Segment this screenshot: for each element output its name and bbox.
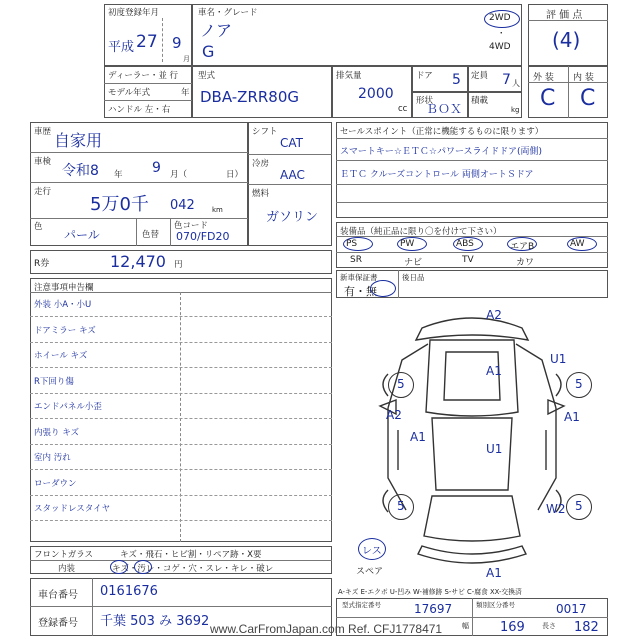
note-row-divider (30, 495, 332, 496)
model-year-unit: 年 (181, 88, 190, 98)
spare-label: スペア (356, 567, 384, 577)
car-name-label: 車名・グレード (198, 8, 258, 18)
ac-value: AAC (280, 168, 305, 182)
tire-front-right-value: 5 (575, 377, 583, 391)
damage-mark-right-rear: W2 (546, 502, 566, 516)
recycle-label: R券 (34, 259, 50, 269)
mileage-label: 走行 (34, 187, 52, 197)
inspection-era: 令和8 (62, 163, 99, 179)
note-item: エンドパネル小歪 (34, 402, 102, 412)
era-value: 平成 (108, 40, 135, 55)
width-value: 169 (500, 620, 525, 635)
yen-unit: 円 (174, 260, 183, 270)
damage-mark-hood: A1 (486, 364, 502, 378)
equipment-item2-2: TV (462, 255, 474, 265)
note-item: 室内 汚れ (34, 453, 71, 463)
ac-label: 冷房 (252, 159, 270, 169)
watermark: www.CarFromJapan.com Ref. CFJ1778471 (210, 622, 443, 636)
first-registration-label: 初度登録年月 (108, 8, 160, 18)
equipment-item-1: PW (400, 239, 415, 249)
width-label: 幅 (462, 622, 469, 630)
inspection-label: 車検 (34, 157, 52, 167)
exterior-grade: C (540, 86, 556, 111)
note-item: R下回り傷 (34, 376, 74, 387)
damage-mark-right-door: A1 (564, 410, 580, 424)
equipment-item2-1: ナビ (404, 258, 423, 268)
after-item-label: 後日品 (402, 273, 425, 282)
first-reg-year: 27 (136, 32, 158, 52)
shape-value: ＢＯＸ (426, 102, 463, 116)
type-label: 型式 (198, 71, 216, 81)
length-label: 長さ (542, 622, 556, 630)
classification-label: 類別区分番号 (476, 601, 515, 609)
inspection-year-mark: 年 (114, 170, 123, 180)
inspection-month: 9 (152, 160, 161, 176)
tire-front-left-value: 5 (397, 377, 405, 391)
chassis-label: 車台番号 (38, 590, 78, 601)
model-code: DBA-ZRR80G (200, 88, 300, 106)
shift-label: シフト (252, 127, 278, 137)
note-row-divider (30, 316, 332, 317)
damage-mark-left-front-door: A2 (386, 408, 402, 422)
drive-2wd: 2WD (489, 13, 511, 23)
inspection-month-mark: 月（ (170, 170, 188, 180)
sales-line-1: スマートキー☆ＥＴＣ☆パワースライドドア(両側) (340, 147, 542, 157)
sales-point-title: セールスポイント（正常に機能するものに限ります） (340, 127, 544, 137)
note-row-divider (30, 393, 332, 394)
color-label: 色 (34, 222, 43, 232)
recycle-amount: 12,470 (110, 252, 166, 271)
interior-scratch-circle (110, 560, 128, 574)
interior-stain-circle (134, 560, 152, 574)
plate-number: 千葉 503 み 3692 (100, 614, 210, 629)
interior-row-label: 内装 (58, 564, 76, 574)
equipment-item-2: ABS (456, 239, 474, 249)
model-designation-label: 型式指定番号 (342, 601, 381, 609)
inspection-day-mark: 日） (226, 170, 244, 180)
interior-grade: C (580, 86, 596, 111)
shape-label: 形状 (416, 96, 434, 106)
history-label: 車歴 (34, 127, 52, 137)
tire-rear-right-value: 5 (575, 499, 583, 513)
equipment-item-4: AW (570, 239, 585, 249)
door-label: ドア (416, 71, 433, 81)
damage-mark-left-rear-door: A1 (410, 430, 426, 444)
capacity-label: 定員 (471, 71, 489, 81)
cc-unit: cc (398, 104, 408, 114)
warranty-label: 新車保証書 (340, 273, 378, 282)
damage-mark-front-bumper: A2 (486, 308, 502, 322)
damage-mark-roof: U1 (486, 442, 503, 456)
damage-mark-rear-bumper: A1 (486, 566, 502, 580)
windshield-values: キズ・飛石・ヒビ割・リペア跡・X要 (120, 550, 262, 560)
handle-label: ハンドル 左・右 (108, 105, 171, 115)
interior-label: 内 装 (573, 73, 594, 83)
windshield-label: フロントガラス (34, 550, 93, 560)
note-row-divider (30, 469, 332, 470)
spare-mark: レス (362, 546, 382, 557)
fuel-label: 燃料 (252, 189, 270, 199)
plate-label: 登録番号 (38, 618, 78, 629)
model-designation-number: 17697 (414, 602, 453, 616)
door-count: 5 (452, 72, 461, 88)
color-sign-label: 色替 (142, 230, 160, 240)
score-label: 評 価 点 (546, 10, 583, 21)
equipment-item-0: PS (346, 239, 358, 249)
displacement-label: 排気量 (336, 71, 362, 81)
note-item: ローダウン (34, 478, 77, 489)
mileage-main: 5万0千 (90, 194, 149, 215)
warranty-value: 有・無 (344, 285, 377, 298)
interior-row-values: キズ・汚レ・コゲ・穴・スレ・キレ・破レ (112, 564, 274, 574)
note-row-divider (30, 367, 332, 368)
score-value: (4) (552, 28, 581, 52)
mileage-sub: 042 (170, 198, 195, 213)
sales-line-2: ＥＴＣ クルーズコントロール 両側オートＳドア (340, 170, 534, 180)
note-row-divider (30, 418, 332, 419)
displacement-value: 2000 (358, 86, 394, 102)
damage-mark-right-front: U1 (550, 352, 567, 366)
equipment-item2-3: カワ (516, 258, 535, 268)
note-row-divider (30, 444, 332, 445)
history-value: 自家用 (54, 131, 103, 150)
fuel-value: ガソリン (266, 210, 319, 225)
grade: G (202, 42, 215, 61)
equipment-item-3: エアB (510, 242, 535, 252)
note-item: ドアミラー キズ (34, 325, 96, 336)
note-item: 外装 小A・小U (34, 300, 92, 310)
drive-4wd: 4WD (489, 42, 511, 52)
exterior-label: 外 装 (533, 73, 554, 83)
equipment-item2-0: SR (350, 255, 362, 265)
load-label: 積載 (471, 96, 489, 106)
notes-title: 注意事項申告欄 (34, 283, 94, 293)
color-value: パール (64, 228, 100, 242)
shift-value: CAT (280, 136, 303, 150)
length-value: 182 (574, 620, 599, 635)
color-code-label: 色コード (174, 221, 209, 231)
warranty-circle (370, 280, 396, 297)
tire-rear-left-value: 5 (397, 499, 405, 513)
damage-legend: A-キズ E-エクボ U-凹み W-補修跡 S-サビ C-腐食 XX-交換済 (338, 588, 522, 596)
note-row-divider (30, 342, 332, 343)
car-name: ノア (200, 21, 233, 40)
note-item: ホイール キズ (34, 351, 88, 361)
dealer-label: ディーラー・並 行 (108, 71, 179, 81)
drive-dot: ・ (497, 29, 506, 39)
classification-number: 0017 (556, 602, 587, 616)
color-code: 070/FD20 (176, 230, 230, 243)
km-unit: km (212, 206, 223, 214)
kg-unit: kg (511, 106, 520, 114)
capacity-value: 7 (502, 72, 511, 88)
model-year-label: モデル年式 (108, 88, 151, 98)
note-item: スタッドレスタイヤ (34, 504, 111, 514)
equipment-title: 装備品（純正品に限り〇を付けて下さい） (340, 227, 502, 237)
first-reg-month: 9 (172, 34, 182, 52)
month-mark: 月 (183, 55, 190, 63)
person-unit: 人 (512, 79, 520, 88)
chassis-number: 0161676 (100, 584, 158, 599)
note-row-divider (30, 520, 332, 521)
note-item: 内張り キズ (34, 427, 80, 438)
